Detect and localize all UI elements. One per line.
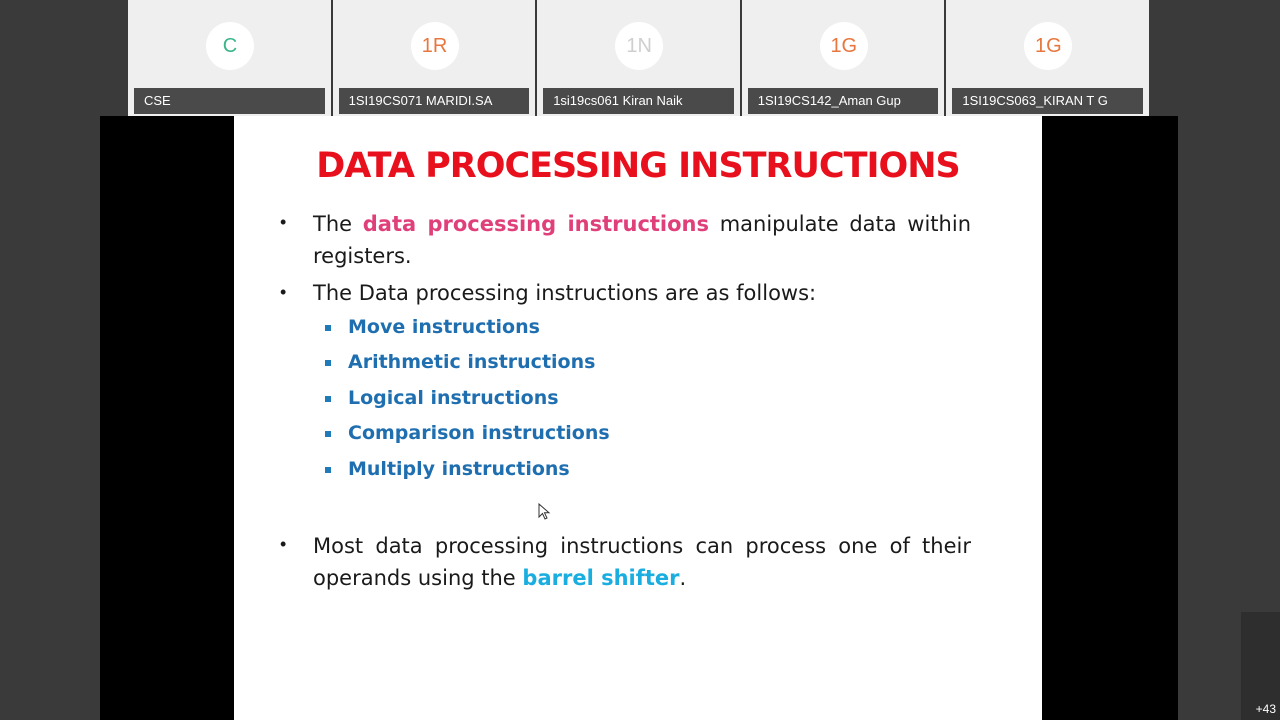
- participant-tile[interactable]: [128, 0, 331, 116]
- participant-tile[interactable]: [742, 0, 945, 116]
- bullet-text: Most data processing instructions can process one of their operands using the barrel shifter.: [313, 534, 971, 590]
- avatar: 1G: [820, 22, 868, 70]
- participants-overflow-panel[interactable]: [1241, 612, 1280, 720]
- participant-tile[interactable]: [537, 0, 740, 116]
- bullet-marker: •: [280, 212, 287, 232]
- sub-item: Multiply instructions: [348, 458, 570, 480]
- sub-bullet-marker: [325, 325, 331, 331]
- participant-name: 1SI19CS142_Aman Gup: [748, 88, 939, 114]
- presentation-slide: [234, 116, 1042, 720]
- participant-tile[interactable]: [946, 0, 1149, 116]
- bullet-marker: •: [280, 534, 287, 554]
- avatar: 1G: [1024, 22, 1072, 70]
- participant-name: 1si19cs061 Kiran Naik: [543, 88, 734, 114]
- participant-strip: [128, 0, 1149, 116]
- sub-bullet-marker: [325, 396, 331, 402]
- sub-item: Arithmetic instructions: [348, 351, 596, 373]
- sub-bullet-marker: [325, 360, 331, 366]
- participant-name: 1SI19CS071 MARIDI.SA: [339, 88, 530, 114]
- avatar: 1R: [411, 22, 459, 70]
- avatar: 1N: [615, 22, 663, 70]
- avatar: C: [206, 22, 254, 70]
- participant-name: CSE: [134, 88, 325, 114]
- highlight-term: data processing instructions: [362, 212, 710, 236]
- sub-item: Move instructions: [348, 316, 540, 338]
- sub-bullet-marker: [325, 467, 331, 473]
- highlight-term: barrel shifter: [522, 566, 680, 590]
- more-participants-count[interactable]: +43: [1255, 702, 1276, 716]
- participant-name: 1SI19CS063_KIRAN T G: [952, 88, 1143, 114]
- mouse-cursor-icon: [538, 503, 552, 521]
- bullet-text: The data processing instructions manipulate data within registers.: [313, 212, 971, 268]
- participant-tile[interactable]: [333, 0, 536, 116]
- bullet-marker: •: [280, 282, 287, 302]
- sub-item: Comparison instructions: [348, 422, 610, 444]
- sub-bullet-marker: [325, 431, 331, 437]
- sub-item: Logical instructions: [348, 387, 559, 409]
- slide-title: DATA PROCESSING INSTRUCTIONS: [316, 146, 960, 186]
- bullet-text: The Data processing instructions are as follows:: [313, 281, 817, 305]
- shared-screen: [100, 116, 1178, 720]
